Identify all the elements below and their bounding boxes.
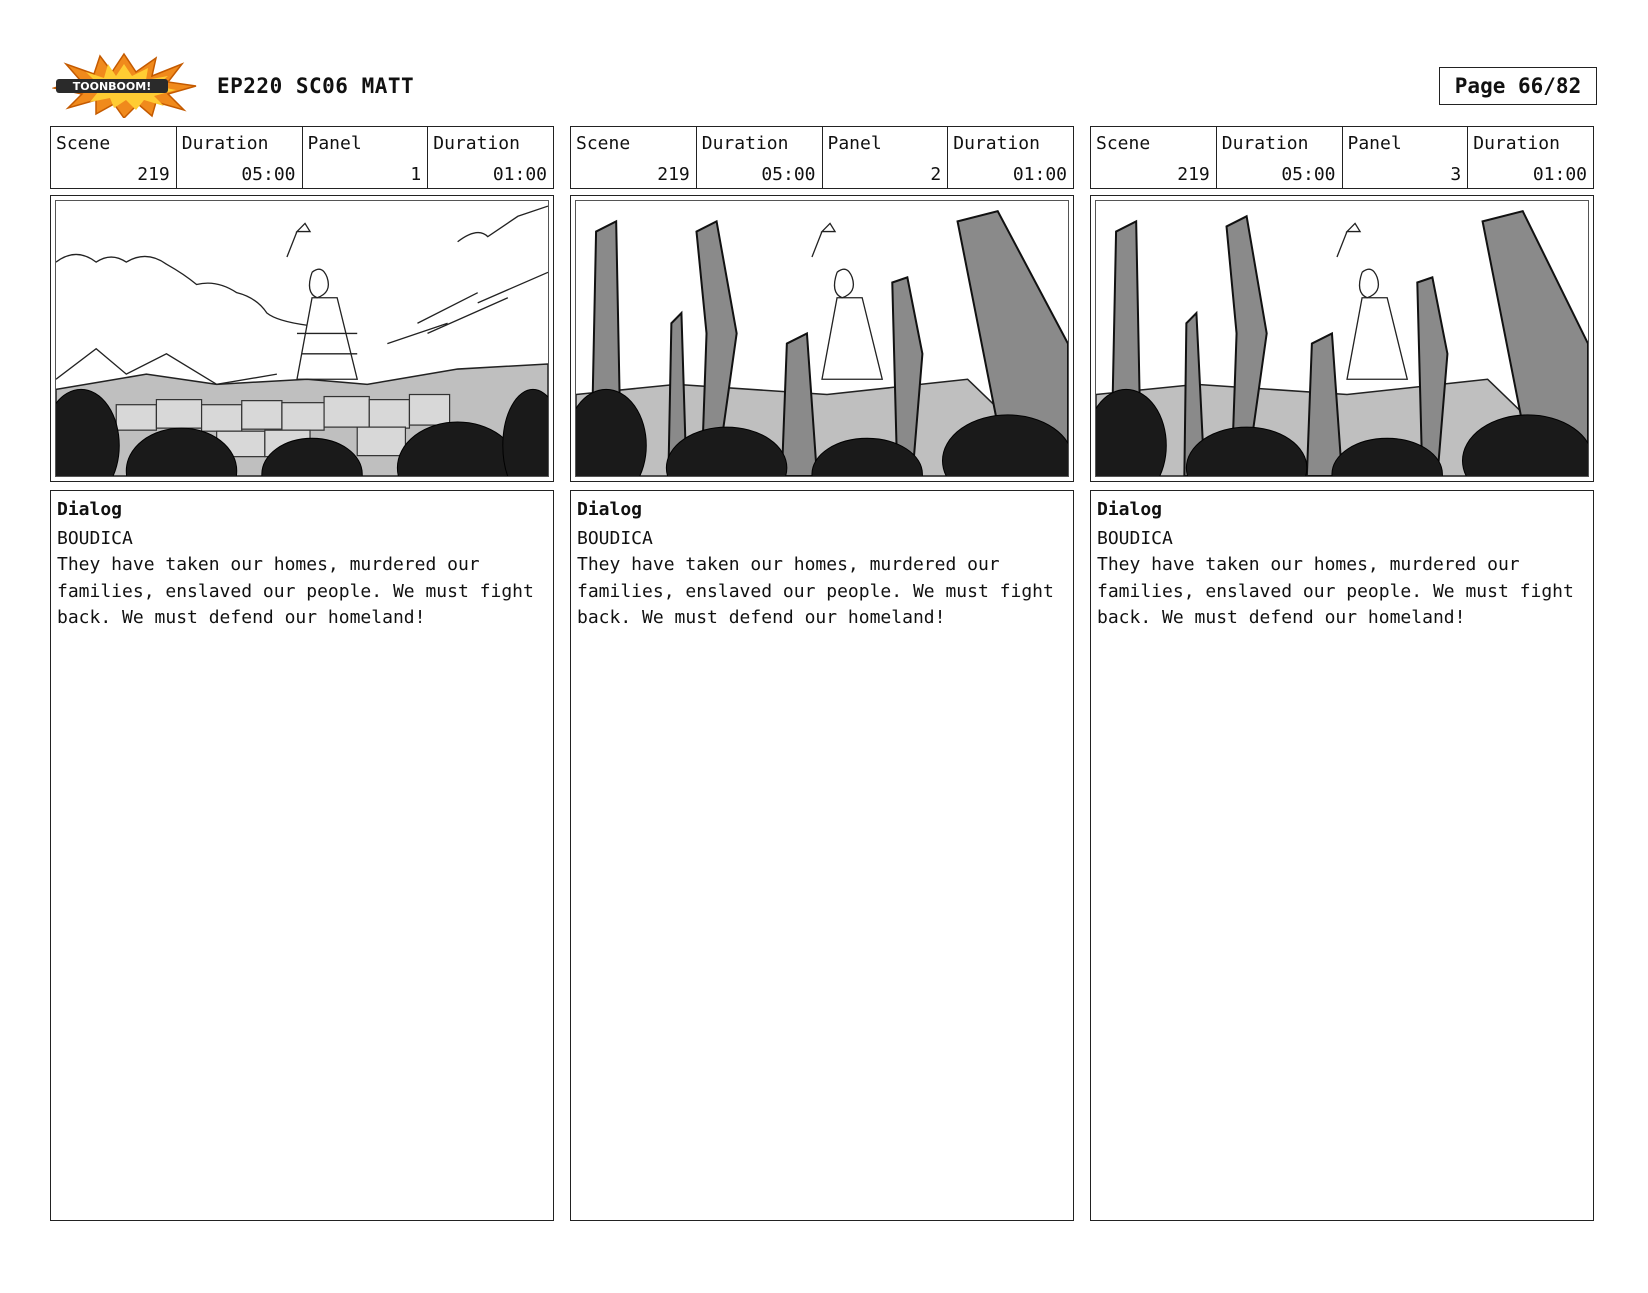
scene-cell [571,127,697,188]
panel-value: 1 [410,164,422,185]
character-name: BOUDICA [577,527,653,549]
duration-label: Duration [181,133,269,154]
scene-duration-value: 05:00 [241,164,296,185]
sketch-raised-weapons-2 [1096,201,1588,476]
toonboom-logo [52,52,197,118]
storyboard-panel-1 [50,126,554,1221]
scene-label: Scene [56,133,111,154]
scene-duration-cell [1217,127,1343,188]
panel-duration-value: 01:00 [1532,164,1587,185]
duration-label: Duration [1221,133,1309,154]
logo-text: TOONBOOM! [72,80,152,93]
sketch-boudica-on-wall [56,201,548,476]
scene-label: Scene [576,133,631,154]
dialog-box [570,490,1074,1221]
panel-cell [303,127,429,188]
duration-label: Duration [701,133,789,154]
panel-label: Panel [827,133,882,154]
panel-info-bar [1090,126,1594,189]
scene-label: Scene [1096,133,1151,154]
panel-value: 3 [1450,164,1462,185]
panel-label: Panel [1347,133,1402,154]
page-number: Page 66/82 [1439,67,1597,105]
scene-duration-value: 05:00 [1281,164,1336,185]
scene-value: 219 [1177,164,1210,185]
scene-value: 219 [137,164,170,185]
duration-label: Duration [433,133,520,154]
duration-label: Duration [953,133,1040,154]
dialog-text: They have taken our homes, murdered our families, enslaved our people. We must fight back. We must defend our homeland! [577,554,1054,628]
dialog-text: They have taken our homes, murdered our families, enslaved our people. We must fight back. We must defend our homeland! [1097,554,1574,628]
panel-info-bar [50,126,554,189]
panel-duration-cell [428,127,553,188]
character-name: BOUDICA [1097,527,1173,549]
scene-cell [1091,127,1217,188]
panel-duration-cell [948,127,1073,188]
dialog-heading: Dialog [577,499,643,520]
panel-label: Panel [307,133,362,154]
dialog-heading: Dialog [57,499,123,520]
scene-duration-cell [177,127,303,188]
panel-info-bar [570,126,1074,189]
storyboard-frame [50,195,554,482]
dialog-text: They have taken our homes, murdered our families, enslaved our people. We must fight back. We must defend our homeland! [57,554,534,628]
dialog-box [1090,490,1594,1221]
duration-label: Duration [1473,133,1560,154]
storyboard-frame [1090,195,1594,482]
dialog-heading: Dialog [1097,499,1163,520]
panel-cell [823,127,949,188]
dialog-box [50,490,554,1221]
sketch-raised-weapons [576,201,1068,476]
storyboard-frame [570,195,1074,482]
scene-duration-cell [697,127,823,188]
panel-duration-value: 01:00 [1012,164,1067,185]
scene-duration-value: 05:00 [761,164,816,185]
panel-duration-value: 01:00 [492,164,547,185]
panel-cell [1343,127,1469,188]
character-name: BOUDICA [57,527,133,549]
panel-duration-cell [1468,127,1593,188]
scene-value: 219 [657,164,690,185]
storyboard-panel-2 [570,126,1074,1221]
storyboard-panel-3 [1090,126,1594,1221]
scene-cell [51,127,177,188]
panel-value: 2 [930,164,942,185]
document-title: EP220 SC06 MATT [217,74,415,98]
